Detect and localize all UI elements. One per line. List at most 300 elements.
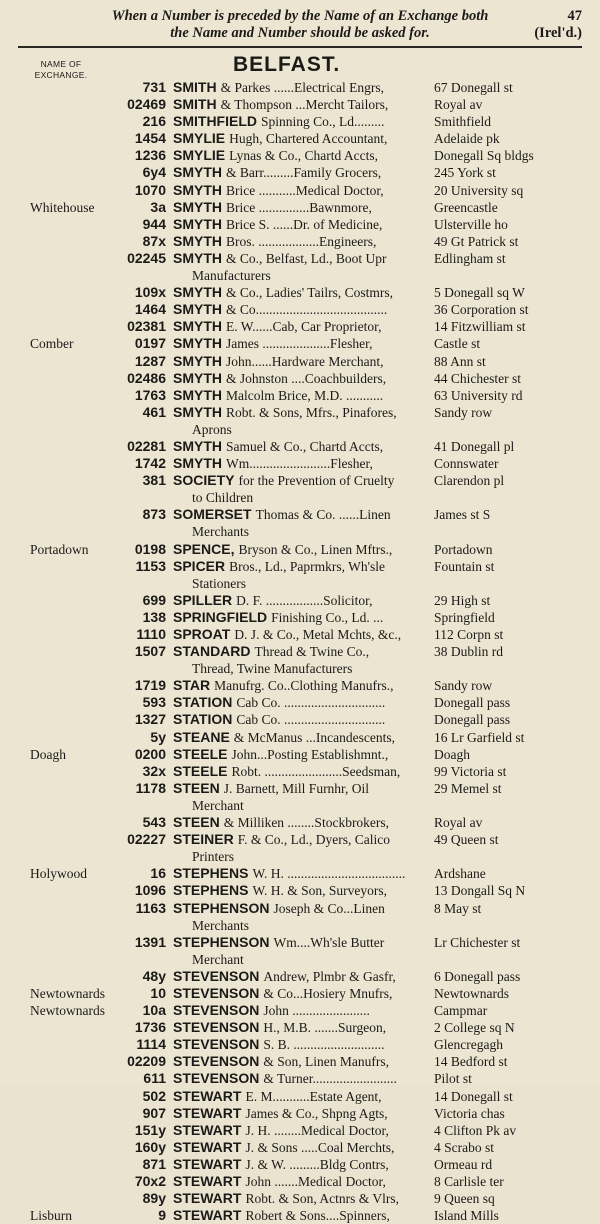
subscriber-name: STEWART: [173, 1138, 242, 1155]
directory-entry: [0, 335, 600, 352]
subscriber-name: SMYTH: [173, 301, 222, 318]
entry-address: Glencregagh: [434, 1037, 503, 1053]
continuation-text: Aprons: [192, 421, 232, 437]
subscriber-name: STEPHENS: [173, 865, 249, 882]
subscriber-name: SPILLER: [173, 591, 233, 608]
entry-details: Cab Co. ..............................: [236, 712, 386, 728]
subscriber-name: SMYTH: [173, 198, 222, 215]
directory-entry: [0, 79, 600, 96]
subscriber-name: SPRINGFIELD: [173, 608, 268, 625]
directory-entry: [0, 96, 600, 113]
directory-entry: [0, 814, 600, 831]
phone-number: 1096: [134, 882, 166, 899]
directory-entry: [0, 1019, 600, 1036]
subscriber-name: STEVENSON: [173, 967, 260, 984]
subscriber-name: SMYTH: [173, 369, 222, 386]
subscriber-name: STEELE: [173, 762, 228, 779]
entry-details: J. H. ........Medical Doctor,: [245, 1122, 389, 1138]
phone-number: 381: [142, 472, 166, 489]
phone-number: 02209: [127, 1053, 166, 1070]
exchange-name: Comber: [30, 336, 74, 352]
phone-number: 873: [142, 506, 166, 523]
entry-details: Bros., Ld., Paprmkrs, Wh'sle: [229, 558, 386, 574]
entry-address: Greencastle: [434, 199, 498, 215]
exchange-name: Doagh: [30, 746, 66, 762]
directory-entry: [0, 900, 600, 917]
entry-address: 20 University sq: [434, 182, 524, 198]
entry-details: John .......................: [263, 1003, 370, 1019]
entry-details: Lynas & Co., Chartd Accts,: [229, 148, 378, 164]
directory-entry: [0, 865, 600, 882]
directory-entry: [0, 164, 600, 181]
phone-number: 1327: [134, 711, 166, 728]
phone-number: 0198: [134, 540, 166, 557]
subscriber-name: SMITHFIELD: [173, 113, 257, 130]
entry-details: & Turner.........................: [263, 1071, 397, 1087]
continuation-text: Merchant: [192, 951, 244, 967]
entry-details: Thread & Twine Co.,: [254, 644, 370, 660]
entry-address: 44 Chichester st: [434, 370, 521, 386]
entry-details: Hugh, Chartered Accountant,: [229, 131, 388, 147]
directory-entry: [0, 1053, 600, 1070]
phone-number: 1742: [134, 455, 166, 472]
entry-address: 13 Dongall Sq N: [434, 883, 526, 899]
exchange-notice: [0, 8, 600, 42]
subscriber-name: STEVENSON: [173, 1036, 260, 1053]
directory-entry: [0, 1122, 600, 1139]
directory-entry: [0, 318, 600, 335]
phone-number: 02245: [127, 249, 166, 266]
entry-address: 4 Scrabo st: [434, 1139, 494, 1155]
phone-number: 1454: [134, 130, 166, 147]
subscriber-name: SOMERSET: [173, 506, 252, 523]
directory-entry: [0, 472, 600, 489]
phone-number: 138: [142, 608, 166, 625]
entry-address: 8 May st: [434, 900, 482, 916]
entry-continuation: [0, 660, 600, 677]
subscriber-name: STEELE: [173, 745, 228, 762]
entry-details: Cab Co. ..............................: [236, 695, 386, 711]
phone-number: 1163: [135, 899, 166, 916]
phone-number: 1070: [134, 181, 166, 198]
entry-address: Royal av: [434, 815, 483, 831]
entry-details: S. B. ...........................: [263, 1037, 385, 1053]
directory-entry: [0, 934, 600, 951]
entry-address: Victoria chas: [434, 1105, 505, 1121]
subscriber-name: SMITH: [173, 79, 217, 95]
entry-address: 41 Donegall pl: [434, 438, 515, 454]
entry-details: J. & W. .........Bldg Contrs,: [245, 1156, 389, 1172]
entry-details: & Co.......................................: [226, 302, 388, 318]
entry-details: & Johnston ....Coachbuilders,: [226, 370, 387, 386]
region-label: (Irel'd.): [534, 25, 582, 41]
entry-details: Wm....Wh'sle Butter: [273, 934, 385, 950]
directory-entry: [0, 985, 600, 1002]
subscriber-name: SMYTH: [173, 352, 222, 369]
subscriber-name: STEVENSON: [173, 1053, 260, 1070]
phone-number: 10: [150, 984, 166, 1001]
entry-address: Portadown: [434, 541, 493, 557]
entry-details: Manufrg. Co..Clothing Manufrs.,: [214, 678, 394, 694]
phone-number: 89y: [142, 1190, 166, 1207]
phone-number: 1153: [135, 557, 166, 574]
entry-address: 49 Gt Patrick st: [434, 233, 519, 249]
entry-details: Spinning Co., Ld.........: [261, 114, 385, 130]
phone-number: 543: [142, 814, 166, 831]
subscriber-name: STEVENSON: [173, 984, 260, 1001]
city-heading: BELFAST.: [233, 53, 341, 76]
entry-details: E. W......Cab, Car Proprietor,: [226, 319, 382, 335]
subscriber-name: SMYTH: [173, 386, 222, 403]
entry-address: Fountain st: [434, 558, 495, 574]
entry-details: John...Posting Establishmnt.,: [231, 746, 389, 762]
phone-number: 502: [142, 1087, 166, 1104]
directory-entry: [0, 113, 600, 130]
entry-address: 14 Fitzwilliam st: [434, 319, 526, 335]
directory-entries: [0, 79, 600, 1224]
directory-entry: [0, 438, 600, 455]
directory-entry: [0, 626, 600, 643]
directory-entry: [0, 147, 600, 164]
entry-address: Doagh: [434, 746, 470, 762]
exchange-name: Portadown: [30, 541, 89, 557]
entry-address: Donegall pass: [434, 712, 511, 728]
entry-details: D. J. & Co., Metal Mchts, &c.,: [234, 627, 402, 642]
entry-address: 4 Clifton Pk av: [434, 1122, 517, 1138]
subscriber-name: STAR: [173, 677, 211, 694]
entry-details: & Son, Linen Manufrs,: [263, 1054, 389, 1070]
entry-details: & McManus ...Incandescents,: [233, 729, 396, 745]
phone-number: 871: [142, 1155, 166, 1172]
directory-entry: [0, 1156, 600, 1173]
subscriber-name: STEANE: [173, 728, 230, 745]
entry-continuation: [0, 421, 600, 438]
subscriber-name: STEWART: [173, 1104, 242, 1121]
entry-address: 29 High st: [434, 592, 491, 608]
phone-number: 1464: [134, 301, 166, 318]
phone-number: 32x: [142, 762, 166, 779]
entry-details: John......Hardware Merchant,: [226, 353, 384, 369]
directory-entry: [0, 541, 600, 558]
phone-number: 02486: [127, 369, 166, 386]
exchange-name: Newtownards: [30, 985, 105, 1001]
subscriber-name: SMYTH: [173, 215, 222, 232]
subscriber-name: SPROAT: [173, 626, 231, 642]
phone-number: 3a: [150, 198, 166, 215]
phone-number: 6y4: [142, 164, 166, 181]
entry-details: Robt. .......................Seedsman,: [231, 763, 401, 779]
directory-entry: [0, 404, 600, 421]
exchange-heading-line-2: EXCHANGE.: [34, 70, 88, 80]
notice-line-1: When a Number is preceded by the Name of an Exchange both: [111, 8, 489, 24]
directory-entry: [0, 370, 600, 387]
phone-number: 1287: [134, 352, 166, 369]
directory-entry: [0, 1173, 600, 1190]
subscriber-name: STEWART: [173, 1190, 242, 1207]
entry-address: Donegall Sq bldgs: [434, 148, 534, 164]
directory-entry: [0, 387, 600, 404]
entry-details: D. F. .................Solicitor,: [236, 592, 373, 608]
entry-details: Robt. & Sons, Mfrs., Pinafores,: [226, 404, 397, 420]
entry-address: Ulsterville ho: [434, 216, 508, 232]
directory-entry: [0, 1070, 600, 1087]
entry-address: 9 Queen sq: [434, 1191, 495, 1207]
entry-details: for the Prevention of Cruelty: [238, 473, 395, 489]
subscriber-name: SMYTH: [173, 232, 222, 249]
directory-entry: [0, 216, 600, 233]
phone-number: 1114: [136, 1036, 166, 1053]
entry-details: John .......Medical Doctor,: [245, 1174, 386, 1189]
entry-address: Lr Chichester st: [434, 934, 521, 950]
continuation-text: Manufacturers: [192, 268, 271, 284]
subscriber-name: STEWART: [173, 1155, 242, 1172]
subscriber-name: STEWART: [173, 1173, 242, 1189]
subscriber-name: SMYTH: [173, 249, 222, 266]
subscriber-name: STEPHENSON: [173, 933, 270, 950]
entry-address: Royal av: [434, 97, 483, 113]
phone-number: 1719: [134, 677, 166, 694]
entry-continuation: [0, 797, 600, 814]
subscriber-name: SMYTH: [173, 437, 222, 454]
notice-line-2: the Name and Number should be asked for.: [170, 25, 430, 41]
entry-details: Brice ...............Bawnmore,: [226, 199, 372, 215]
subscriber-name: STEWART: [173, 1087, 242, 1104]
phone-number: 593: [142, 694, 166, 711]
phone-number: 02227: [127, 831, 166, 848]
entry-address: Smithfield: [434, 114, 491, 130]
subscriber-name: SMITH: [173, 96, 217, 113]
entry-details: James ....................Flesher,: [226, 336, 373, 352]
subscriber-name: STEVENSON: [173, 1019, 260, 1036]
directory-entry: [0, 763, 600, 780]
phone-number: 87x: [142, 232, 166, 249]
entry-continuation: [0, 267, 600, 284]
entry-details: J. Barnett, Mill Furnhr, Oil: [223, 780, 370, 796]
directory-entry: [0, 677, 600, 694]
entry-continuation: [0, 575, 600, 592]
entry-details: F. & Co., Ld., Dyers, Calico: [237, 832, 390, 848]
directory-entry: [0, 506, 600, 523]
phone-number: 160y: [134, 1138, 166, 1155]
subscriber-name: SMYTH: [173, 164, 222, 181]
exchange-name: Lisburn: [30, 1208, 72, 1224]
entry-continuation: [0, 523, 600, 540]
subscriber-name: SMYTH: [173, 455, 222, 472]
entry-details: & Co., Ladies' Tailrs, Costmrs,: [226, 285, 393, 301]
subscriber-name: SMYTH: [173, 181, 222, 198]
subscriber-name: SMYTH: [173, 318, 222, 335]
entry-details: & Co...Hosiery Mnufrs,: [263, 985, 393, 1001]
continuation-text: Printers: [192, 849, 234, 865]
phone-number: 1110: [136, 626, 166, 642]
continuation-text: Stationers: [192, 575, 246, 591]
phone-number: 1236: [134, 147, 166, 164]
entry-address: Edlingham st: [434, 250, 506, 266]
phone-number: 1736: [134, 1019, 166, 1036]
entry-address: 16 Lr Garfield st: [434, 729, 525, 745]
entry-address: Sandy row: [434, 678, 493, 694]
entry-address: Ardshane: [434, 866, 486, 882]
phone-number: 109x: [134, 284, 166, 301]
phone-number: 9: [158, 1207, 166, 1224]
phone-number: 0197: [134, 335, 166, 352]
entry-details: & Barr.........Family Grocers,: [226, 165, 382, 181]
directory-entry: [0, 250, 600, 267]
entry-details: Finishing Co., Ld. ...: [271, 609, 384, 625]
entry-details: Robert & Sons....Spinners,: [245, 1208, 390, 1224]
phone-number: 02381: [127, 318, 166, 335]
phone-number: 48y: [142, 967, 166, 984]
subscriber-name: SPICER: [173, 557, 226, 574]
directory-entry: [0, 301, 600, 318]
directory-entry: [0, 1088, 600, 1105]
phone-number: 1507: [134, 643, 166, 660]
subscriber-name: STEVENSON: [173, 1002, 260, 1019]
phone-number: 1763: [134, 386, 166, 403]
phone-number: 944: [142, 215, 166, 232]
entry-details: W. H. & Son, Surveyors,: [252, 883, 387, 899]
entry-details: Malcolm Brice, M.D. ...........: [226, 387, 384, 403]
subscriber-name: STEEN: [173, 814, 220, 831]
phone-number: 216: [142, 113, 166, 130]
subscriber-name: STEWART: [173, 1207, 242, 1224]
directory-entry: [0, 711, 600, 728]
phone-number: 699: [142, 591, 166, 608]
entry-details: W. H. ...................................: [252, 866, 406, 882]
directory-entry: [0, 1105, 600, 1122]
subscriber-name: SMYLIE: [173, 147, 226, 164]
page-number: 47: [567, 8, 582, 24]
directory-entry: [0, 746, 600, 763]
directory-entry: [0, 130, 600, 147]
entry-address: 245 York st: [434, 165, 496, 181]
entry-details: H., M.B. .......Surgeon,: [263, 1020, 387, 1036]
subscriber-name: STANDARD: [173, 643, 251, 660]
entry-continuation: [0, 951, 600, 968]
directory-entry: [0, 780, 600, 797]
phone-number: 731: [142, 79, 166, 95]
subscriber-name: SMYTH: [173, 335, 222, 352]
entry-details: Bros. ..................Engineers,: [226, 233, 377, 249]
entry-address: 99 Victoria st: [434, 763, 507, 779]
directory-entry: [0, 609, 600, 626]
entry-details: & Thompson ...Mercht Tailors,: [220, 97, 389, 113]
entry-address: 14 Bedford st: [434, 1054, 508, 1070]
subscriber-name: STATION: [173, 694, 233, 711]
entry-address: 67 Donegall st: [434, 80, 513, 95]
directory-entry: [0, 182, 600, 199]
directory-entry: [0, 558, 600, 575]
entry-address: Castle st: [434, 336, 481, 352]
phone-number: 70x2: [134, 1173, 166, 1189]
page-marker: [534, 8, 582, 42]
exchange-name: Whitehouse: [30, 199, 95, 215]
entry-address: 2 College sq N: [434, 1020, 515, 1036]
directory-entry: [0, 968, 600, 985]
entry-address: 49 Queen st: [434, 832, 499, 848]
entry-address: 8 Carlisle ter: [434, 1174, 504, 1189]
phone-number: 16: [150, 865, 166, 882]
entry-details: Andrew, Plmbr & Gasfr,: [263, 968, 396, 984]
entry-address: 6 Donegall pass: [434, 968, 521, 984]
entry-address: Campmar: [434, 1003, 488, 1019]
entry-address: 29 Memel st: [434, 780, 502, 796]
entry-address: Island Mills: [434, 1208, 499, 1224]
entry-details: Bryson & Co., Linen Mftrs.,: [238, 541, 393, 557]
exchange-name: Holywood: [30, 866, 87, 882]
entry-details: Robt. & Son, Actnrs & Vlrs,: [245, 1191, 399, 1207]
phone-number: 02469: [127, 96, 166, 113]
continuation-text: to Children: [192, 490, 254, 506]
directory-entry: [0, 233, 600, 250]
entry-details: & Co., Belfast, Ld., Boot Upr: [226, 250, 387, 266]
subscriber-name: SPENCE,: [173, 540, 235, 557]
phone-number: 02281: [127, 437, 166, 454]
entry-address: Pilot st: [434, 1071, 472, 1087]
directory-entry: [0, 284, 600, 301]
continuation-text: Merchants: [192, 917, 249, 933]
entry-details: Brice ...........Medical Doctor,: [226, 182, 384, 198]
entry-address: Springfield: [434, 609, 495, 625]
directory-entry: [0, 643, 600, 660]
entry-address: Connswater: [434, 456, 499, 472]
entry-address: 112 Corpn st: [434, 627, 504, 642]
entry-address: Sandy row: [434, 404, 493, 420]
subscriber-name: STEEN: [173, 779, 220, 796]
subscriber-name: SMYLIE: [173, 130, 226, 147]
entry-details: James & Co., Shpng Agts,: [245, 1105, 388, 1121]
continuation-text: Merchant: [192, 797, 244, 813]
subscriber-name: STEWART: [173, 1121, 242, 1138]
subscriber-name: STATION: [173, 711, 233, 728]
directory-entry: [0, 694, 600, 711]
directory-entry: [0, 199, 600, 216]
entry-details: & Parkes ......Electrical Engrs,: [220, 80, 385, 95]
phone-number: 10a: [142, 1002, 166, 1019]
entry-address: Clarendon pl: [434, 473, 505, 489]
subscriber-name: SMYTH: [173, 403, 222, 420]
phone-number: 907: [142, 1104, 166, 1121]
directory-entry: [0, 592, 600, 609]
entry-continuation: [0, 917, 600, 934]
subscriber-name: STEINER: [173, 831, 234, 848]
entry-address: Adelaide pk: [434, 131, 500, 147]
entry-address: Donegall pass: [434, 695, 511, 711]
phone-number: 5y: [150, 728, 166, 745]
entry-address: 14 Donegall st: [434, 1088, 513, 1104]
subscriber-name: STEPHENSON: [173, 899, 270, 916]
phone-number: 1178: [135, 779, 166, 796]
entry-continuation: [0, 489, 600, 506]
entry-address: James st S: [434, 507, 491, 523]
entry-details: Wm........................Flesher,: [226, 456, 373, 472]
continuation-text: Merchants: [192, 524, 249, 540]
entry-details: & Milliken ........Stockbrokers,: [223, 815, 390, 831]
continuation-text: Thread, Twine Manufacturers: [192, 661, 353, 677]
subscriber-name: STEPHENS: [173, 882, 249, 899]
directory-entry: [0, 831, 600, 848]
entry-address: Newtownards: [434, 985, 509, 1001]
entry-address: 36 Corporation st: [434, 302, 529, 318]
entry-continuation: [0, 848, 600, 865]
phone-number: 1391: [134, 933, 166, 950]
directory-entry: [0, 1190, 600, 1207]
entry-details: Brice S. ......Dr. of Medicine,: [226, 216, 383, 232]
directory-entry: [0, 1002, 600, 1019]
exchange-name: Newtownards: [30, 1003, 105, 1019]
phone-number: 0200: [134, 745, 166, 762]
entry-address: 63 University rd: [434, 387, 523, 403]
